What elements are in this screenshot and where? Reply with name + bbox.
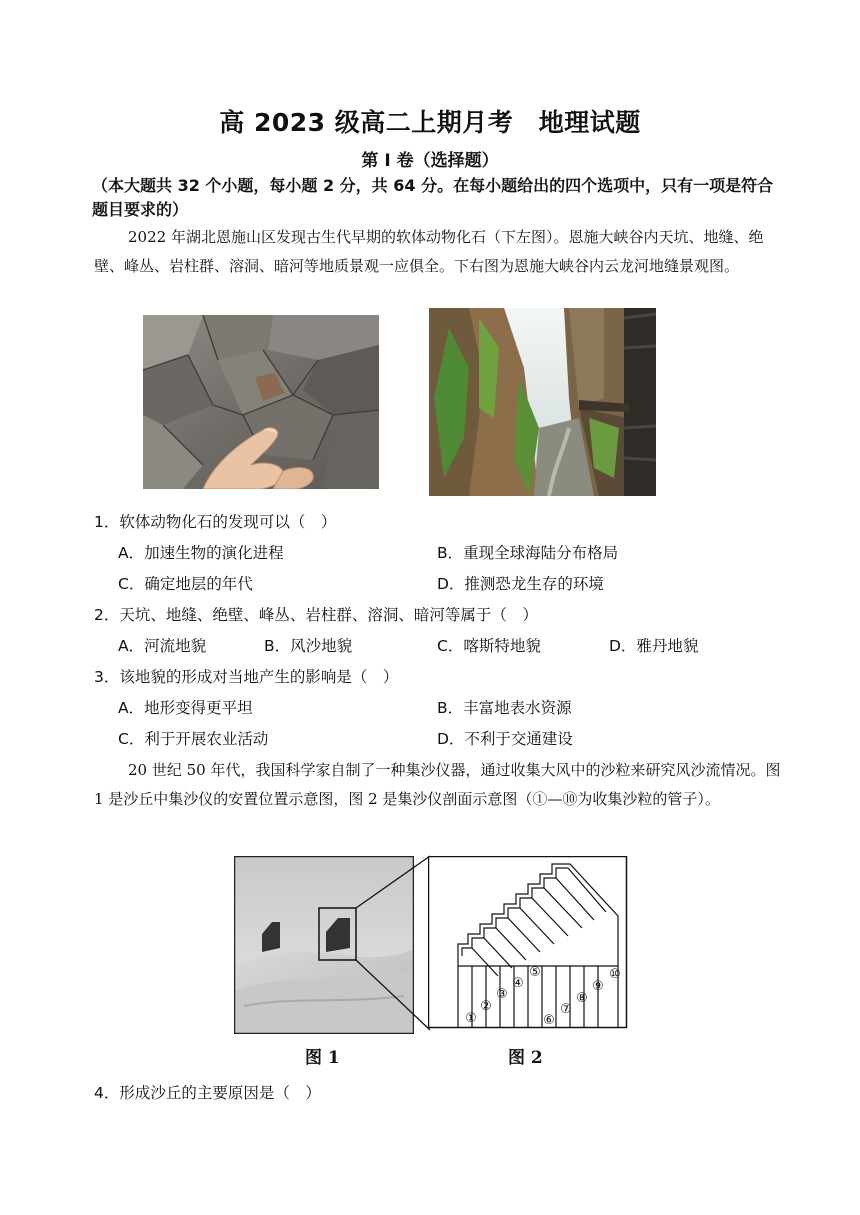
passage-sand-collector: 20 世纪 50 年代，我国科学家自制了一种集沙仪器，通过收集大风中的沙粒来研究风沙流情况。图 1 是沙丘中集沙仪的安置位置示意图，图 2 是集沙仪剖面示意图（①—⑩为收集沙粒的管子）。 bbox=[94, 761, 781, 808]
section-title: 第 I 卷（选择题） bbox=[361, 151, 499, 171]
question-3-option-c[interactable]: C．利于开展农业活动 bbox=[118, 730, 269, 748]
question-1-stem: 1．软体动物化石的发现可以（ ） bbox=[94, 513, 337, 531]
fossil-photo bbox=[143, 315, 379, 489]
figure-2-caption: 图 2 bbox=[508, 1048, 543, 1068]
exam-title: 高 2023 级高二上期月考 地理试题 bbox=[219, 108, 641, 137]
figure-2-cross-section bbox=[428, 856, 628, 1032]
tube-label: ⑤ bbox=[529, 965, 541, 980]
tube-label: ⑨ bbox=[592, 979, 604, 994]
question-2-option-c[interactable]: C．喀斯特地貌 bbox=[437, 637, 541, 655]
question-3-stem: 3．该地貌的形成对当地产生的影响是（ ） bbox=[94, 668, 399, 686]
tube-label: ⑥ bbox=[543, 1013, 555, 1028]
question-2-option-b[interactable]: B．风沙地貌 bbox=[264, 637, 353, 655]
question-1-option-c[interactable]: C．确定地层的年代 bbox=[118, 575, 253, 593]
question-3-option-d[interactable]: D．不利于交通建设 bbox=[437, 730, 573, 748]
tube-label: ② bbox=[480, 999, 492, 1014]
tube-label: ⑦ bbox=[560, 1002, 572, 1017]
question-1-option-b[interactable]: B．重现全球海陆分布格局 bbox=[437, 544, 619, 562]
question-2-option-a[interactable]: A．河流地貌 bbox=[118, 637, 207, 655]
tube-label: ③ bbox=[496, 987, 508, 1002]
zoom-connector bbox=[350, 850, 440, 1040]
section-instructions: （本大题共 32 个小题，每小题 2 分，共 64 分。在每小题给出的四个选项中，只有一项是符合题目要求的） bbox=[92, 176, 774, 219]
passage-fossil: 2022 年湖北恩施山区发现古生代早期的软体动物化石（下左图）。恩施大峡谷内天坑、地缝、绝壁、峰丛、岩柱群、溶洞、暗河等地质景观一应俱全。下右图为恩施大峡谷内云龙河地缝景观图。 bbox=[94, 228, 764, 275]
question-4-stem: 4．形成沙丘的主要原因是（ ） bbox=[94, 1084, 321, 1102]
tube-label: ⑩ bbox=[609, 967, 621, 982]
question-1-option-a[interactable]: A．加速生物的演化进程 bbox=[118, 544, 284, 562]
tube-label: ① bbox=[465, 1011, 477, 1026]
question-2-option-d[interactable]: D．雅丹地貌 bbox=[609, 637, 699, 655]
question-1-option-d[interactable]: D．推测恐龙生存的环境 bbox=[437, 575, 604, 593]
tube-label: ⑧ bbox=[576, 991, 588, 1006]
question-2-stem: 2．天坑、地缝、绝壁、峰丛、岩柱群、溶洞、暗河等属于（ ） bbox=[94, 606, 538, 624]
question-3-option-a[interactable]: A．地形变得更平坦 bbox=[118, 699, 253, 717]
question-3-option-b[interactable]: B．丰富地表水资源 bbox=[437, 699, 572, 717]
tube-label: ④ bbox=[512, 976, 524, 991]
figure-1-caption: 图 1 bbox=[305, 1048, 340, 1068]
canyon-photo bbox=[429, 308, 656, 496]
